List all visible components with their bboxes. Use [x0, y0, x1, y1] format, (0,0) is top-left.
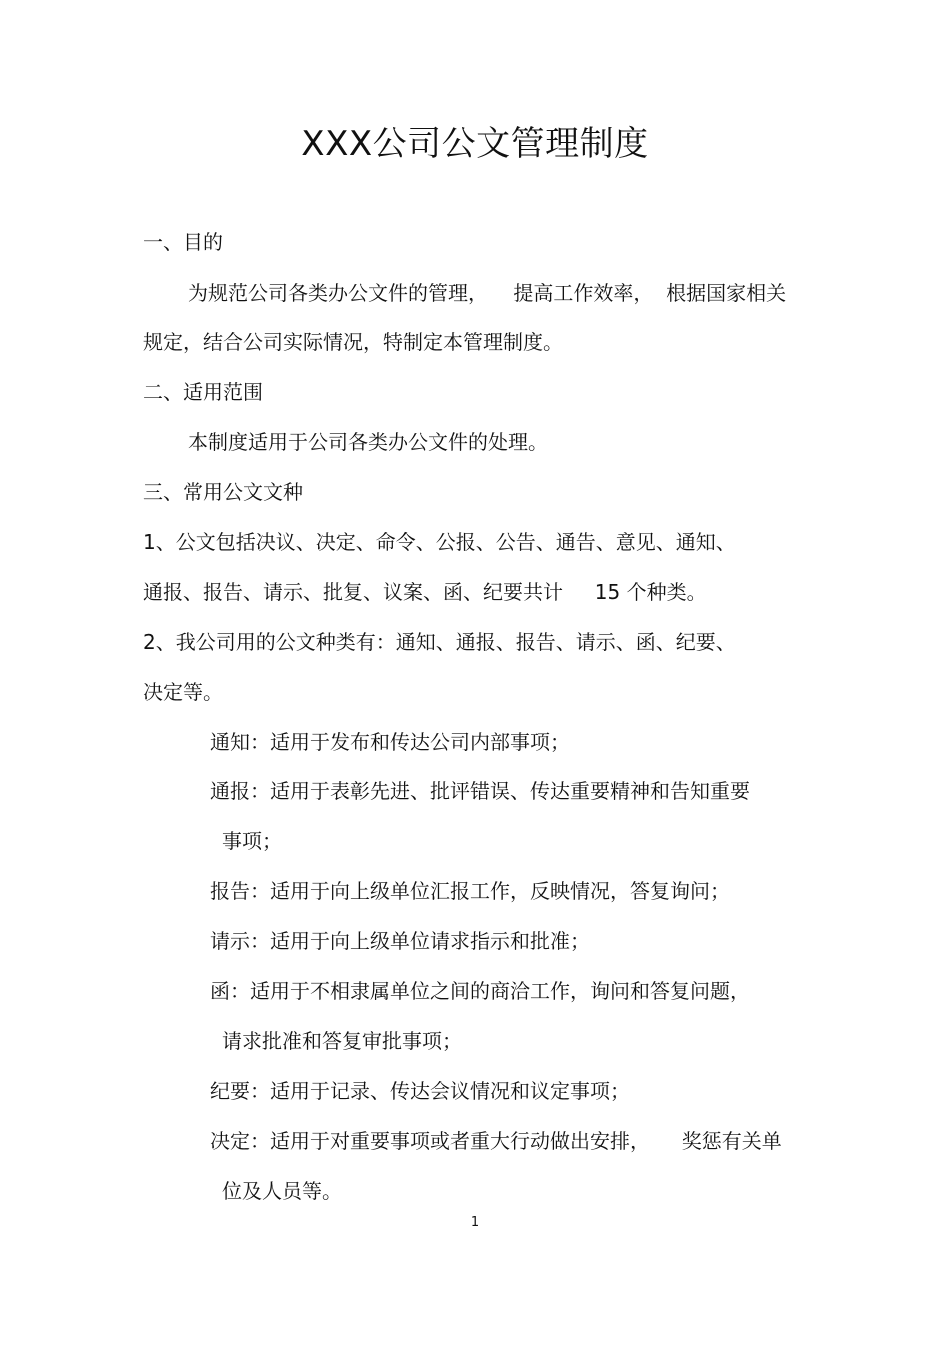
purpose-paragraph-line-2: 规定，结合公司实际情况，特制定本管理制度。	[143, 330, 563, 354]
type-notice: 通知：适用于发布和传达公司内部事项；	[210, 730, 570, 754]
item-1-line-2: 通报、报告、请示、批复、议案、函、纪要共计 15 个种类。	[143, 580, 707, 604]
item-2-line-1: 2、我公司用的公文种类有：通知、通报、报告、请示、函、纪要、	[143, 630, 736, 654]
type-report: 报告：适用于向上级单位汇报工作，反映情况，答复询问；	[210, 879, 730, 903]
type-request: 请示：适用于向上级单位请求指示和批准；	[210, 929, 590, 953]
type-minutes: 纪要：适用于记录、传达会议情况和议定事项；	[210, 1079, 630, 1103]
type-letter-line-1: 函：适用于不相隶属单位之间的商洽工作，询问和答复问题，	[210, 979, 750, 1003]
section-heading-purpose: 一、目的	[143, 230, 223, 254]
purpose-paragraph-line-1: 为规范公司各类办公文件的管理， 提高工作效率， 根据国家相关	[188, 281, 787, 305]
type-letter-line-2: 请求批准和答复审批事项；	[222, 1029, 462, 1053]
page-number: 1	[470, 1215, 480, 1230]
item-1-line-1: 1、公文包括决议、决定、命令、公报、公告、通告、意见、通知、	[143, 530, 736, 554]
type-decision-line-2: 位及人员等。	[222, 1179, 342, 1203]
type-circular-line-2: 事项；	[222, 829, 282, 853]
type-circular-line-1: 通报：适用于表彰先进、批评错误、传达重要精神和告知重要	[210, 779, 750, 803]
section-heading-scope: 二、适用范围	[143, 380, 263, 404]
type-decision-line-1: 决定：适用于对重要事项或者重大行动做出安排， 奖惩有关单	[210, 1129, 782, 1153]
item-2-line-2: 决定等。	[143, 680, 223, 704]
section-heading-document-types: 三、常用公文文种	[143, 480, 303, 504]
scope-paragraph: 本制度适用于公司各类办公文件的处理。	[188, 430, 548, 454]
document-title: XXX公司公文管理制度	[301, 124, 649, 164]
